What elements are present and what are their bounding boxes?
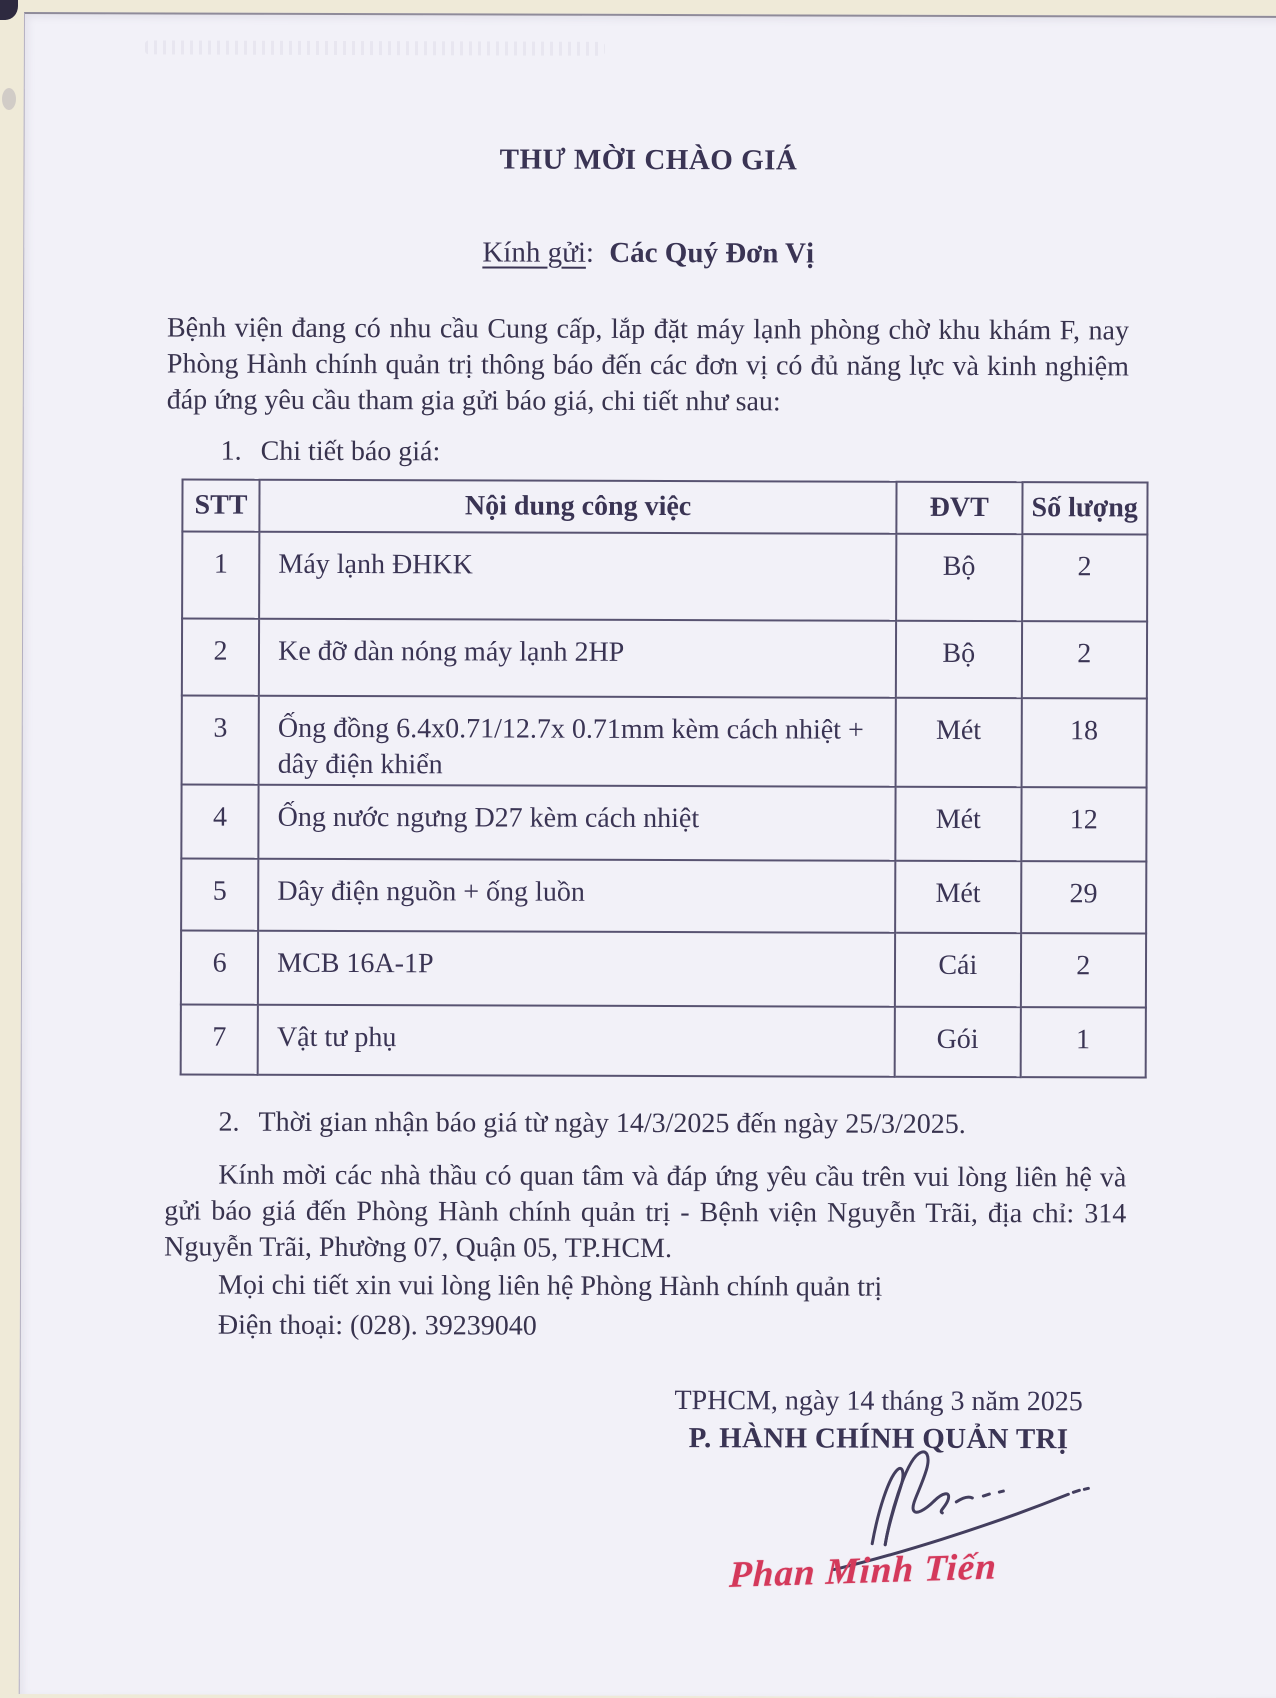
section-1-heading — [221, 435, 1129, 472]
cell-content: Máy lạnh ĐHKK — [259, 532, 896, 621]
section-1-number: 1. — [220, 435, 242, 467]
cell-content: MCB 16A-1P — [258, 931, 895, 1007]
table-row — [182, 532, 1147, 622]
phone-line: Điện thoại: (028). 39239040 — [217, 1309, 537, 1342]
header-qty: Số lượng — [1022, 482, 1148, 534]
header-unit: ĐVT — [896, 482, 1022, 534]
header-content: Nội dung công việc — [260, 480, 897, 534]
cell-content: Ke đỡ dàn nóng máy lạnh 2HP — [259, 619, 896, 698]
cell-unit: Mét — [895, 861, 1021, 933]
table-row — [181, 930, 1146, 1007]
section-2-line — [218, 1106, 1126, 1143]
cell-qty: 2 — [1022, 534, 1148, 621]
contact-line: Mọi chi tiết xin vui lòng liên hệ Phòng Hành chính quản trị — [217, 1269, 883, 1303]
cell-stt: 6 — [181, 930, 258, 1004]
cell-unit: Bộ — [896, 534, 1022, 621]
salutation-recipient: Các Quý Đơn Vị — [609, 236, 815, 270]
cell-stt: 5 — [181, 858, 258, 930]
salutation-separator: : — [585, 236, 595, 269]
section-2-text: Thời gian nhận báo giá từ ngày 14/3/2025 đến ngày 25/3/2025. — [258, 1106, 966, 1140]
document-page — [19, 12, 1276, 1698]
salutation-label: Kính gửi — [482, 236, 586, 269]
document-title: THƯ MỜI CHÀO GIÁ — [499, 143, 798, 177]
scan-edge-smudge — [2, 88, 16, 110]
cell-qty: 29 — [1021, 861, 1147, 933]
cell-qty: 18 — [1021, 698, 1147, 787]
cell-unit: Cái — [895, 933, 1021, 1007]
cell-qty: 2 — [1020, 933, 1146, 1007]
cell-stt: 7 — [181, 1004, 258, 1074]
section-1-text: Chi tiết báo giá: — [260, 435, 441, 468]
cell-stt: 4 — [181, 784, 258, 858]
table-row — [182, 618, 1147, 698]
cell-unit: Bộ — [896, 621, 1022, 698]
header-stt: STT — [182, 480, 259, 532]
cell-stt: 1 — [182, 532, 259, 619]
cell-unit: Mét — [895, 787, 1021, 861]
scan-corner-artifact — [0, 0, 18, 20]
document-content — [20, 142, 1138, 1596]
cell-unit: Mét — [896, 698, 1022, 787]
cell-qty: 2 — [1021, 621, 1147, 698]
section-2-number: 2. — [218, 1106, 240, 1138]
table-row — [181, 1004, 1146, 1077]
quotation-table — [180, 478, 1149, 1078]
table-row — [182, 695, 1147, 787]
cell-content: Ống đồng 6.4x0.71/12.7x 0.71mm kèm cách nhiệt + dây điện khiển — [259, 696, 896, 787]
closing-paragraph: Kính mời các nhà thầu có quan tâm và đáp ứng yêu cầu trên vui lòng liên hệ và gửi báo giá đến Phòng Hành chính quản trị - Bệnh viện Nguyễn Trãi, địa chỉ: 314 Nguyễn Trãi, Phường 07, Quận 05, TP.HCM. — [164, 1159, 1127, 1265]
intro-paragraph: Bệnh viện đang có nhu cầu Cung cấp, lắp đặt máy lạnh phòng chờ khu khám F, nay Phòng Hành chính quản trị thông báo đến các đơn vị có đủ năng lực và kinh nghiệm đáp ứng yêu cầu tham gia gửi báo giá, chi tiết như sau: — [166, 312, 1130, 418]
cell-content: Dây điện nguồn + ống luồn — [258, 859, 895, 933]
department-name: P. HÀNH CHÍNH QUẢN TRỊ — [688, 1422, 1069, 1456]
salutation-line — [167, 235, 1129, 271]
cell-qty: 1 — [1020, 1007, 1146, 1077]
cell-content: Vật tư phụ — [258, 1005, 895, 1077]
signer-name-stamp: Phan Minh Tiến — [728, 1546, 998, 1596]
cell-qty: 12 — [1021, 787, 1147, 861]
cell-stt: 2 — [182, 618, 259, 695]
place-date-line: TPHCM, ngày 14 tháng 3 năm 2025 — [674, 1385, 1083, 1418]
table-header-row — [182, 480, 1147, 535]
table-row — [181, 784, 1146, 861]
table-row — [181, 858, 1146, 933]
scan-noise-band — [145, 40, 605, 55]
signature-block — [618, 1385, 1139, 1594]
cell-unit: Gói — [895, 1007, 1021, 1077]
cell-content: Ống nước ngưng D27 kèm cách nhiệt — [259, 785, 896, 861]
cell-stt: 3 — [182, 695, 259, 784]
